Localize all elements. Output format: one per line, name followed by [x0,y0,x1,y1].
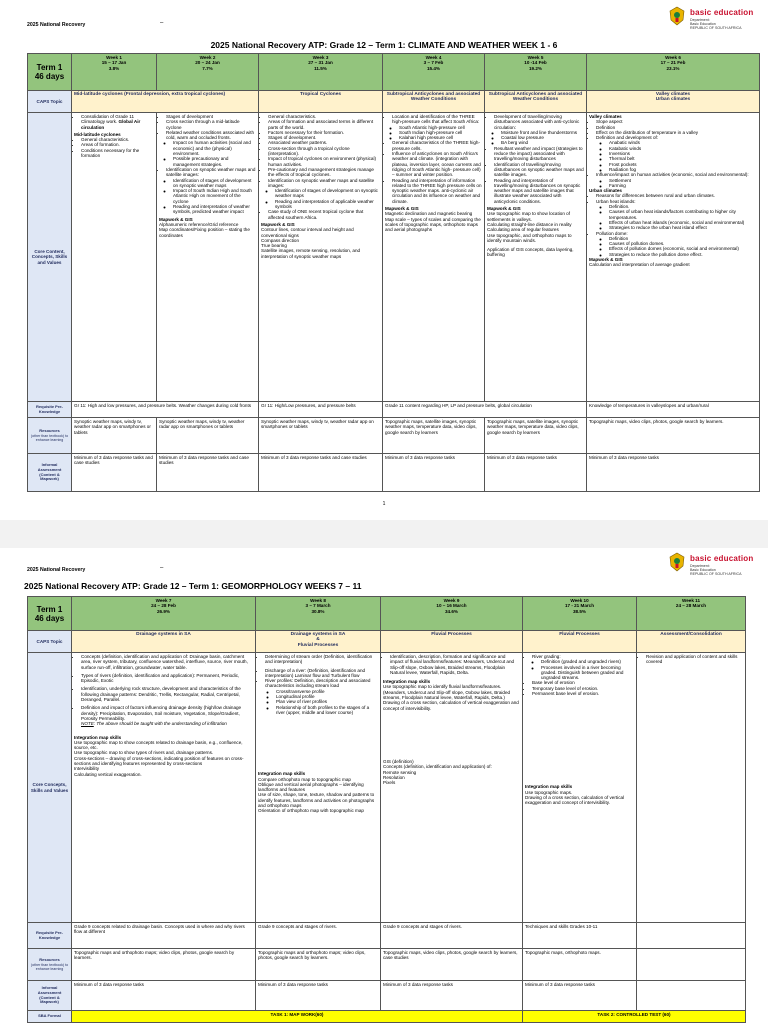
caps-topic-row [28,631,746,653]
req-week-1-2: Gr 11: High and low pressures, and pressure belts. Weather changes during cold fronts [72,402,259,418]
week-1-header: Week 1 15 – 17 Jan 3.8% [72,54,157,91]
core-content-row [28,653,746,923]
topic-week-11: Assessment/Consolidation [637,631,746,653]
resources-row [28,949,746,981]
page-title: 2025 National Recovery ATP: Grade 12 – Term 1: CLIMATE AND WEATHER WEEK 1 - 6 [210,40,558,50]
requisite-row [28,923,746,949]
inf-week-4: Minimum of 3 data response tasks [383,454,485,492]
topic-week-8: Drainage systems in SA & Fluvial Processes [256,631,381,653]
core-week-7: • Concepts (definition, identification and application of: Drainage basin, catchment area, river system, tributary, confluence watershed, interfluve, source, river mouth, surface run-off, infiltration, groundwater, water table. • Types of rivers (definition, identification and application): Permanent, Periodic, Episodic, Exotic • Identification, underlying rock structure, development and characteristics of the following drainage patterns: Dendritic, Trellis, Rectangular, Radial, Centripetal, Deranged, Parallel. • Definition and impact of factors influencing drainage density (high/low drainage density): Precipitation, Evaporation, Soil moisture, Vegetation, Slope/Gradient, Porosity Permeability. NOTE: The above should be taught with the understanding of infiltration Integration map skills Use topographic map to show concepts related to drainage basin, e.g., confluence, source, etc. Use topographic map to show types of rivers and, drainage patterns. Cross-sections – drawing of cross-sections, indicating position of features on cross-sections and identifying features represented by cross-sections Intervisibility Calculating vertical exaggeration. [72,653,256,923]
page-number: 1 [382,501,386,507]
topic-week-5: Subtropical Anticyclones and associated Weather Conditions [485,91,587,113]
core-week-3: • General characteristics. • Areas of formation and associated terms in different parts of the world. • Factors necessary for their formation. • Stages of development. • Associated weather patterns. • Cross-section through a tropical cyclone (interpretation). • Impact of tropical cyclones on environment (physical) human activities. • Pre-cautionary and management strategies manage the effects of tropical cyclones. • Identification on synoptic weather maps and satellite images: ◦ Identification of stages of development on synoptic weather maps ◦ Reading and interpretation of applicable weather symbols • Case study of ONE recent tropical cyclone that affected southern Africa. Mapwork & GIS Contour lines, contour interval and height and conventional signs Compass direction True bearing Satellite images, remote sensing, resolution, and interpretation of synoptic weather maps [259,113,383,402]
core-week-8: • Determining of stream order (Definition, identification and interpretation) • Discharge of a river: (Definition, identification and interpretation) Laminar flow and Turbulent flow • River profiles: Definition, description and associated characteristics including stream load ◦ Cross/transverse profile ◦ Longitudinal profile ◦ Plan view of river profiles ◦ Relationship of both profiles to the stages of a river (upper, middle and lower course) Integration map skills Compare orthophoto map to topographic map Oblique and vertical aerial photographs – identifying landforms and features Use of size, shape, tone, texture, shadow and patterns to identify features, landforms and activities on photographs and orthophoto maps Orientation of orthophoto map with topographic map [256,653,381,923]
res-week-4: Topographic maps, satellite images, synoptic weather maps, temperature data, video clips, google search by learners [383,418,485,454]
inf-week-8: Minimum of 3 data response tasks [256,981,381,1011]
topic-week-7: Drainage systems in SA [72,631,256,653]
res-week-3: Synoptic weather maps, windy tv, weather radar app on smartphones or tablets [259,418,383,454]
week-11-header: Week 11 24 – 28 March [637,597,746,631]
topic-week-10: Fluvial Processes [523,631,637,653]
informal-assessment-row [28,981,746,1011]
resources-label: Resources (other than textbook) to enhance learning [28,949,72,981]
inf-week-2: Minimum of 3 data response tasks and case studies [157,454,259,492]
res-week-5: Topographic maps, satellite images, synoptic weather maps, temperature data, video clips, google search by learners [485,418,587,454]
week-4-header: Week 4 3 – 7 Feb 15.4% [383,54,485,91]
core-week-10: • River grading: ◦ Definition (graded and ungraded rivers) ◦ Processes involved in a river becoming graded. Distinguish between graded and ungraded streams. • Base level of erosion • Temporary base level of erosion. • Permanent base level of erosion. Integration map skills Use topographic maps. Drawing of a cross section, calculation of vertical exaggeration and concept of intervisibility. [523,653,637,923]
week-8-header: Week 8 3 – 7 March 30.8% [256,597,381,631]
coat-of-arms-icon [668,6,686,26]
topic-week-1-2: Mid-latitude cyclones (Frontal depression, extra tropical cyclones) [72,91,259,113]
dbe-logo [668,550,758,576]
requisite-row [28,402,760,418]
res-week-6: Topographic maps, video clips, photos, google search by learners. [587,418,760,454]
caps-topic-label: CAPS Topic [28,91,72,113]
core-week-11: • Revision and application of content and skills covered [637,653,746,923]
requisite-label: Requisite Pre-Knowledge [28,923,72,949]
inf-week-11 [637,981,746,1011]
sba-task-2: TASK 2: CONTROLLED TEST (60) [523,1011,746,1023]
logo-title: basic education [690,8,754,17]
inf-week-10: Minimum of 3 data response tasks [523,981,637,1011]
req-week-10: Techniques and skills Grades 10-11 [523,923,637,949]
logo-subtitle: Department: Basic Education REPUBLIC OF SOUTH AFRICA [690,564,742,576]
resources-row [28,418,760,454]
dbe-logo [668,4,758,30]
week-header-row [28,54,760,91]
inf-week-7: Minimum of 3 data response tasks [72,981,256,1011]
core-week-5: • Development of travelling/moving disturbances associated with anti-cyclonic circulation: ◦ Moisture front and line thunderstorms ◦ Coastal low pressure ◦ BA berg wind • Resultant weather and impact (strategies to reduce the impact) associated with travelling/moving disturbances • Identification of travelling/moving disturbances on synoptic weather maps and satellite images. • Reading and interpretation of travelling/moving disturbances on synoptic weather maps and satellite images that illustrate weather associated with anticyclonic conditions. Mapwork & GIS Use topographic map to show location of settlements in valleys. Calculating straight-line distance in reality Calculating area of regular features Use topographic, and orthophoto maps to identify mountain winds. Application of GIS concepts, data layering, buffering [485,113,587,402]
topic-week-4: Subtropical Anticyclones and associated Weather Conditions [383,91,485,113]
sba-label: SBA Formal [28,1011,72,1023]
topic-week-3: Tropical Cyclones [259,91,383,113]
week-header-row [28,597,746,631]
page-2 [0,548,768,1024]
coat-of-arms-icon [668,552,686,572]
logo-subtitle: Department: Basic Education REPUBLIC OF SOUTH AFRICA [690,18,742,30]
inf-week-1: Minimum of 3 data response tasks and case studies [72,454,157,492]
core-week-4: • Location and identification of the THREE high-pressure cells that affect South Africa: ◦ South Atlantic high-pressure cell ◦ South Indian high-pressure cell ◦ Kalahari high pressure cell • General characteristics of the THREE high-pressure cells. • Influence of anticyclones on South Africa's weather and climate. (integration with plateau, inversion layer, ocean currents and ridging of South Atlantic high- pressure cell) – summer and winter position. • Reading and interpretation of information related to the THREE high pressure cells on synoptic weather maps. anti-cyclonic air circulation and its influence on weather and climate. Mapwork & GIS Magnetic declination and magnetic bearing Map scale – types of scales and comparing the scales of topographic maps, orthophoto maps and aerial photographs [383,113,485,402]
week-5-header: Week 5 10 -14 Feb 19.2% [485,54,587,91]
header-label: 2025 National Recovery [27,567,86,573]
core-week-2: • Stages of development • Cross section through a mid-latitude cyclone • Related weather conditions associated with cold, warm and occluded fronts. ◦ Impact on human activities (social and economic) and the (physical) environment. ◦ Possible precautionary and management strategies. • Identification on synoptic weather maps and satellite images: ◦ Identification of stages of development on synoptic weather maps ◦ Impact of South Indian High and South Atlantic High on movement of the cyclone ◦ Reading and interpretation of weather symbols, predicted weather impact Mapwork & GIS Alphanumeric reference/Grid reference Map coordinates/Fixing position – stating the coordinates [157,113,259,402]
header-dash: – [160,20,164,26]
week-3-header: Week 3 27 – 31 Jan 11.5% [259,54,383,91]
resources-label: Resources (other than textbook) to enhance learning [28,418,72,454]
res-week-7: Topographic maps and orthophoto maps; video clips, photos, google search by learners. [72,949,256,981]
header-dash: – [160,565,164,571]
climate-weather-table [27,53,760,492]
req-week-11 [637,923,746,949]
sba-row [28,1011,746,1023]
informal-label: Informal Assessment (Content & Mapwork) [28,454,72,492]
geomorphology-table [27,596,746,1023]
core-content-label: Core Content, Concepts, Skills and Values [28,113,72,402]
inf-week-3: Minimum of 3 data response tasks and case studies [259,454,383,492]
requisite-label: Requisite Pre-Knowledge [28,402,72,418]
sba-task-1: TASK 1: MAP WORK(60) [72,1011,523,1023]
week-9-header: Week 9 10 – 16 March 34.6% [381,597,523,631]
res-week-9: Topographic maps, video clips, photos, google search by learners, case studies [381,949,523,981]
req-week-3: Gr 11: High/Low pressures, and pressure belts [259,402,383,418]
req-week-9: Grade 9 concepts and stages of rivers. [381,923,523,949]
topic-week-9: Fluvial Processes [381,631,523,653]
req-week-4-5: Grade 11 content regarding HP, LP and pressure belts, global circulation [383,402,587,418]
week-7-header: Week 7 24 – 28 Feb 26.9% [72,597,256,631]
term-cell: Term 1 46 days [28,54,72,91]
week-10-header: Week 10 17 - 21 March 38.5% [523,597,637,631]
page-title: 2025 National Recovery ATP: Grade 12 – Term 1: GEOMORPHOLOGY WEEKS 7 – 11 [24,581,362,591]
res-week-8: Topographic maps and orthophoto maps; video clips, photos, google search by learners. [256,949,381,981]
logo-title: basic education [690,554,754,563]
caps-topic-label: CAPS Topic [28,631,72,653]
inf-week-9: Minimum of 3 data response tasks [381,981,523,1011]
core-week-1: • Consolidation of Grade 11 Climatology work. Global Air circulation Mid-latitude cyclones • General characteristics. • Areas of formation. • Conditions necessary for the formation [72,113,157,402]
page-separator [0,520,768,548]
header-label: 2025 National Recovery [27,22,86,28]
inf-week-5: Minimum of 3 data response tasks [485,454,587,492]
req-week-8: Grade 9 concepts and stages of rivers. [256,923,381,949]
caps-topic-row [28,91,760,113]
core-week-9: • Identification, description, formation and significance and impact of fluvial landforms/features: Meanders, Undercut and Slip-off slope, Oxbow lakes, Braided streams, Floodplain Natural levee, Waterfall, Rapids, Delta. Integration map skills Use topographic map to identify fluvial landforms/features. (Meanders, Undercut and Slip-off slope, Oxbow lakes, Braided streams, Floodplain Natural levee, Waterfall, Rapids, Delta.) Drawing of a cross section, calculation of vertical exaggeration and concept of intervisibility. GIS (definition) Concepts (definition, identification and application) of: Remote sensing Resolution Pixels [381,653,523,923]
core-content-label: Core Concepts, Skills and Values [28,653,72,923]
informal-label: Informal Assessment (Content & Mapwork) [28,981,72,1011]
req-week-6: Knowledge of temperatures in valleyslopes and urban/rural [587,402,760,418]
core-content-row [28,113,760,402]
res-week-11 [637,949,746,981]
res-week-10: Topographic maps, orthophoto maps. [523,949,637,981]
core-week-6: Valley climates • Slope aspect • Definition • Effect on the distribution of temperature in a valley • Definition and development of: ◦ Anabatic winds ◦ Katabatic winds ◦ Inversions ◦ Thermal belt ◦ Frost pockets ◦ Radiation fog • Influence/impact on human activities (economic, social and environmental): ◦ Settlement ◦ Farming Urban climates • Reasons for differences between rural and urban climates. • Urban heat islands: ◦ Definition. ◦ Causes of urban heat islands/factors contributing to higher city temperatures. ◦ Effects of urban heat islands (economic, social and environmental) ◦ Strategies to reduce the urban heat island effect • Pollution dome: ◦ Definition ◦ Causes of pollution domes. ◦ Effects of pollution domes (economic, social and environmental) ◦ Strategies to reduce the pollution dome effect. Mapwork & GIS Calculation and interpretation of average gradient [587,113,760,402]
informal-assessment-row [28,454,760,492]
term-cell: Term 1 46 days [28,597,72,631]
res-week-2: Synoptic weather maps, windy tv, weather radar app on smartphones or tablets [157,418,259,454]
topic-week-6: Valley climates Urban climates [587,91,760,113]
week-2-header: Week 2 20 – 24 Jan 7.7% [157,54,259,91]
inf-week-6: Minimum of 3 data response tasks [587,454,760,492]
week-6-header: Week 6 17 – 21 Feb 23.1% [587,54,760,91]
res-week-1: Synoptic weather maps, windy tv, weather radar app on smartphones or tablets [72,418,157,454]
req-week-7: Grade 9 concepts related to drainage basin. Concepts used in where and why rivers flow at different [72,923,256,949]
